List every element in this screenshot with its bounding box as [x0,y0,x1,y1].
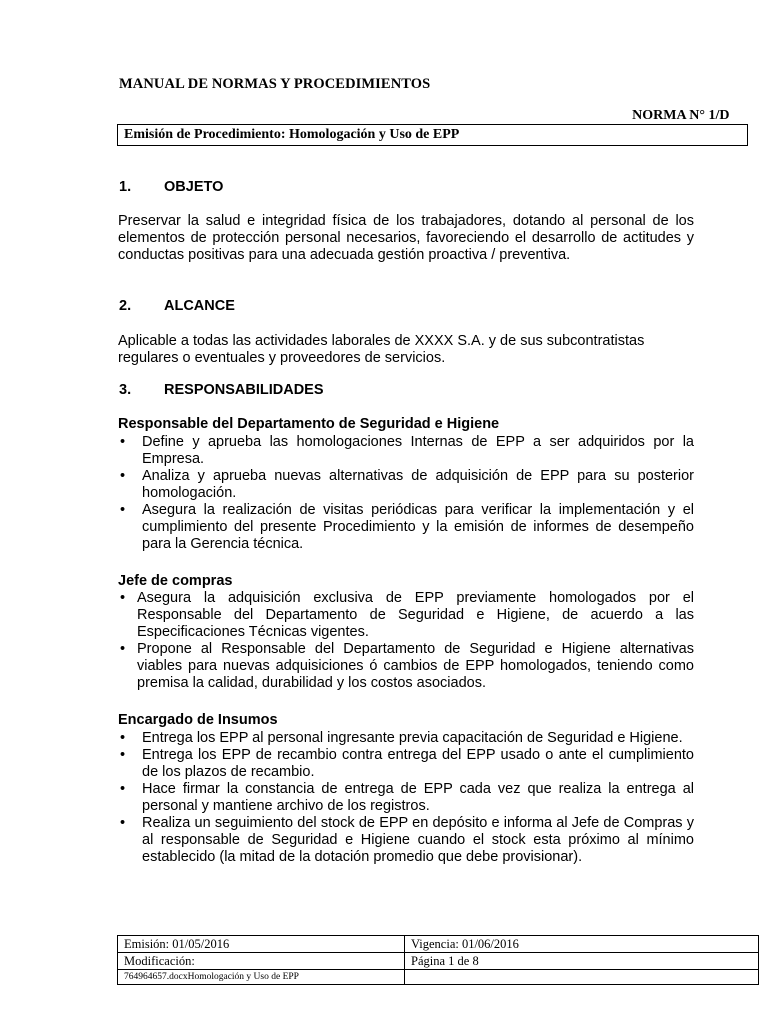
objeto-paragraph: Preservar la salud e integridad física de los trabajadores, dotando al personal de los elementos de protección personal necesarios, favoreciendo el desarrollo de actitudes y conductas positivas para una adecuada gestión proactiva / preventiva. [118,213,694,263]
bullet-icon: • [120,747,126,763]
footer-emision: Emisión: 01/05/2016 [118,936,405,953]
footer-pagina: Página 1 de 8 [405,953,759,970]
list-item: • Propone al Responsable del Departamento de Seguridad e Higiene alternativas viables para nuevas adquisiciones ó cambios de EPP homologados, teniendo como premisa la calidad, durabilidad y los costos asociados. [120,641,694,691]
group-title-insumos: Encargado de Insumos [118,712,278,728]
footer-vigencia: Vigencia: 01/06/2016 [405,936,759,953]
list-item: • Asegura la realización de visitas periódicas para verificar la implementación y el cumplimiento del presente Procedimiento y la emisión de informes de desempeño para la Gerencia técnica. [120,502,694,552]
list-item: • Asegura la adquisición exclusiva de EPP previamente homologados por el Responsable del Departamento de Seguridad e Higiene, de acuerdo a las Especificaciones Técnicas vigentes. [120,590,694,640]
norma-number: NORMA N° 1/D [118,107,748,125]
bullet-icon: • [120,502,126,518]
bullet-icon: • [120,590,126,606]
section-title: ALCANCE [164,298,235,314]
section-title: OBJETO [164,179,224,195]
bullet-icon: • [120,781,126,797]
list-item: • Entrega los EPP al personal ingresante previa capacitación de Seguridad e Higiene. [120,730,683,746]
list-item: • Define y aprueba las homologaciones Internas de EPP a ser adquiridos por la Empresa. [120,434,694,467]
footer-empty-cell [405,970,759,985]
bullet-icon: • [120,434,126,450]
list-item: • Entrega los EPP de recambio contra entrega del EPP usado o ante el cumplimiento de los plazos de recambio. [120,747,694,780]
group-title-compras: Jefe de compras [118,573,233,589]
footer-table [117,935,759,985]
list-insumos [118,730,694,866]
footer-modificacion: Modificación: [118,953,405,970]
section-heading-objeto [119,179,223,195]
section-heading-alcance [119,298,235,314]
list-seguridad [118,434,694,553]
list-compras [118,590,694,692]
section-title: RESPONSABILIDADES [164,382,324,398]
section-heading-responsabilidades [119,382,324,398]
alcance-paragraph: Aplicable a todas las actividades laborales de XXXX S.A. y de sus subcontratistas regulares o eventuales y proveedores de servicios. [118,333,645,366]
bullet-icon: • [120,468,126,484]
list-item: • Realiza un seguimiento del stock de EPP en depósito e informa al Jefe de Compras y al responsable de Seguridad e Higiene cuando el stock esta próximo al mínimo establecido (la mitad de la dotación promedio que debe provisionar). [120,815,694,865]
footer-archivo: 764964657.docxHomologación y Uso de EPP [118,970,405,985]
section-number: 3. [119,382,132,398]
section-number: 1. [119,179,132,195]
procedure-title: Emisión de Procedimiento: Homologación y Uso de EPP [118,125,748,146]
list-item: • Analiza y aprueba nuevas alternativas de adquisición de EPP para su posterior homologación. [120,468,694,501]
bullet-icon: • [120,730,126,746]
manual-title: MANUAL DE NORMAS Y PROCEDIMIENTOS [119,76,431,92]
section-number: 2. [119,298,132,314]
group-title-seguridad: Responsable del Departamento de Seguridad e Higiene [118,416,500,432]
header-table [117,107,748,146]
list-item: • Hace firmar la constancia de entrega de EPP cada vez que realiza la entrega al personal y mantiene archivo de los registros. [120,781,694,814]
bullet-icon: • [120,641,126,657]
bullet-icon: • [120,815,126,831]
